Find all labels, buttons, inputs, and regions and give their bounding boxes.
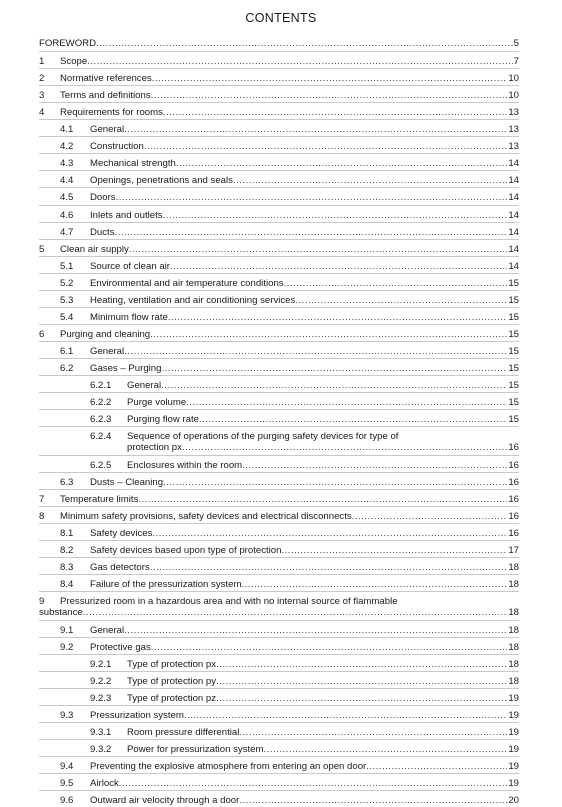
- toc-entry[interactable]: [39, 557, 519, 574]
- toc-entry-number: 6.3: [60, 476, 74, 488]
- dot-leader: [366, 761, 507, 772]
- toc-entry-title: Clean air supply: [60, 243, 129, 255]
- toc-entry[interactable]: [39, 222, 519, 239]
- toc-entry[interactable]: [39, 489, 519, 506]
- toc-entry-page: 14: [508, 209, 519, 221]
- dot-leader: [170, 261, 507, 272]
- dot-leader: [124, 124, 507, 135]
- toc-entry[interactable]: [39, 324, 519, 341]
- toc-entry[interactable]: [39, 290, 519, 307]
- toc-entry[interactable]: [39, 153, 519, 170]
- toc-entry-number: 9.2.3: [90, 692, 112, 704]
- dot-leader: [163, 477, 507, 488]
- dot-leader: [168, 312, 507, 323]
- toc-entry-number: 9.6: [60, 795, 74, 807]
- toc-entry-body: [90, 795, 519, 806]
- toc-entry-body: [127, 676, 519, 687]
- toc-entry-title: Safety devices: [90, 527, 153, 539]
- toc-entry-title: Terms and definitions: [60, 90, 151, 102]
- toc-entry-title: Safety devices based upon type of protection: [90, 544, 282, 556]
- toc-entry-title: FOREWORD: [39, 38, 97, 49]
- toc-entry-body: [90, 312, 519, 323]
- dot-leader: [116, 192, 508, 203]
- dot-leader: [161, 363, 507, 374]
- toc-entry[interactable]: [39, 722, 519, 739]
- toc-entry-number: 6.1: [60, 345, 74, 357]
- toc-entry-title: substance: [39, 607, 83, 619]
- toc-entry[interactable]: [39, 170, 519, 187]
- toc-entry-page: 7: [513, 56, 519, 68]
- dot-leader: [124, 625, 507, 636]
- toc-entry-title: Preventing the explosive atmosphere from entering an open door: [90, 760, 367, 772]
- toc-entry-title: Type of protection pz: [127, 692, 217, 704]
- toc-entry-title: Dusts – Cleaning: [90, 476, 164, 488]
- toc-entry[interactable]: [39, 637, 519, 654]
- dot-leader: [144, 141, 507, 152]
- toc-entry-title: Inlets and outlets: [90, 209, 163, 221]
- toc-entry-body: [90, 778, 519, 789]
- page-title: CONTENTS: [245, 11, 317, 25]
- toc-entry-title: Normative references: [60, 73, 152, 85]
- toc-entry-page: 18: [508, 624, 519, 636]
- toc-entry[interactable]: [39, 409, 519, 426]
- toc-entry-page: 14: [508, 175, 519, 187]
- toc-entry-page: 16: [508, 493, 519, 505]
- toc-entry-body: [90, 261, 519, 272]
- dot-leader: [186, 397, 507, 408]
- toc-entry-title: Source of clean air: [90, 260, 170, 272]
- toc-entry-body: [127, 659, 519, 670]
- toc-entry-page: 16: [508, 527, 519, 539]
- toc-entry-body: [127, 397, 519, 408]
- dot-leader: [352, 511, 508, 522]
- toc-entry-title: Requirements for rooms: [60, 107, 163, 119]
- toc-entry-body: [90, 562, 519, 573]
- toc-entry-number: 4.7: [60, 226, 74, 238]
- toc-entry[interactable]: [39, 455, 519, 472]
- toc-entry-title: Enclosures within the room: [127, 459, 243, 471]
- dot-leader: [151, 90, 508, 101]
- toc-entry[interactable]: [39, 102, 519, 119]
- toc-entry-number: 6.2.1: [90, 380, 112, 391]
- dot-leader: [184, 710, 507, 721]
- toc-entry-page: 15: [508, 328, 519, 340]
- toc-entry-number: 9.2.1: [90, 658, 112, 670]
- toc-entry[interactable]: [39, 205, 519, 222]
- toc-entry-title: Type of protection px: [127, 658, 217, 670]
- toc-entry-body: [90, 545, 519, 556]
- toc-entry-body: [90, 363, 519, 374]
- toc-entry-body: [60, 107, 519, 118]
- toc-entry-body: [127, 414, 519, 425]
- dot-leader: [216, 659, 507, 670]
- toc-entry-body: [90, 710, 519, 721]
- toc-entry-body: [60, 244, 519, 255]
- toc-entry-page: 18: [508, 641, 519, 653]
- toc-entry[interactable]: [39, 426, 519, 455]
- toc-entry-body: [90, 295, 519, 306]
- toc-entry-page: 15: [508, 311, 519, 323]
- toc-entry-number: 4.5: [60, 192, 74, 204]
- toc-entry-page: 14: [508, 158, 519, 170]
- toc-entry-number: 6.2.5: [90, 459, 112, 471]
- toc-entry-number: 9.5: [60, 778, 74, 789]
- toc-entry[interactable]: [39, 705, 519, 722]
- toc-entry-title: Protective gas: [90, 641, 151, 653]
- dot-leader: [163, 107, 507, 118]
- dot-leader: [295, 295, 507, 306]
- toc-entry-number: 5: [39, 243, 45, 255]
- toc-entry-body: [127, 460, 519, 471]
- toc-entry-page: 5: [513, 38, 519, 49]
- toc-entry-page: 16: [508, 510, 519, 522]
- toc-entry-page: 18: [508, 561, 519, 573]
- toc-entry-page: 15: [508, 277, 519, 289]
- toc-entry-number: 9.3.1: [90, 726, 112, 738]
- dot-leader: [239, 727, 507, 738]
- toc-entry-body: [90, 175, 519, 186]
- toc-entry-title-line1: Sequence of operations of the purging safety devices for type of: [127, 431, 399, 443]
- toc-entry-title: Room pressure differential: [127, 726, 240, 738]
- dot-leader: [233, 175, 507, 186]
- dot-leader: [150, 329, 507, 340]
- toc-entry-title: Pressurization system: [90, 709, 184, 721]
- toc-entry[interactable]: [39, 540, 519, 557]
- toc-entry-number: 9.2.2: [90, 675, 112, 687]
- dot-leader: [216, 676, 507, 687]
- toc-entry-page: 15: [508, 380, 519, 391]
- toc-entry[interactable]: [39, 392, 519, 409]
- toc-entry-body: [127, 744, 519, 755]
- toc-entry[interactable]: [39, 739, 519, 756]
- toc-entry-number: 6.2: [60, 362, 74, 374]
- toc-entry-title: General: [127, 380, 162, 391]
- toc-entry-page: 18: [508, 675, 519, 687]
- toc-entry-body: [90, 528, 519, 539]
- dot-leader: [182, 442, 507, 453]
- toc-entry[interactable]: [39, 375, 519, 392]
- toc-entry-number: 9.4: [60, 760, 74, 772]
- toc-entry-title: Type of protection py: [127, 675, 217, 687]
- dot-leader: [115, 227, 508, 238]
- toc-entry[interactable]: [39, 256, 519, 273]
- dot-leader: [87, 56, 512, 67]
- toc-entry-title: General: [90, 124, 125, 136]
- toc-entry-page: 13: [508, 141, 519, 153]
- toc-entry[interactable]: [39, 273, 519, 290]
- toc-entry-title: Minimum safety provisions, safety devices and electrical disconnects: [60, 510, 352, 522]
- toc-entry[interactable]: [39, 85, 519, 102]
- toc-entry-title: Power for pressurization system: [127, 743, 264, 755]
- dot-leader: [199, 414, 507, 425]
- dot-leader: [129, 244, 508, 255]
- toc-entry-number: 6.2.4: [90, 431, 112, 443]
- dot-leader: [150, 562, 508, 573]
- toc-entry-number: 7: [39, 493, 45, 505]
- toc-entry-body: [60, 511, 519, 522]
- dot-leader: [264, 744, 508, 755]
- toc-entry-number: 8.4: [60, 579, 74, 590]
- toc-entry-page: 15: [508, 294, 519, 306]
- toc-entry-body: [127, 431, 519, 453]
- toc-entry-number: 5.4: [60, 311, 74, 323]
- toc-entry-title: Construction: [90, 141, 144, 153]
- toc-entry-number: 8.1: [60, 527, 74, 539]
- toc-entry-page: 19: [508, 692, 519, 704]
- toc-entry-page: 14: [508, 260, 519, 272]
- toc-entry-body: [90, 761, 519, 772]
- toc-entry-page: 17: [508, 544, 519, 556]
- toc-entry-body: [90, 642, 519, 653]
- toc-entry-body: [127, 380, 519, 391]
- toc-entry[interactable]: [39, 341, 519, 358]
- toc-entry-page: 13: [508, 124, 519, 136]
- dot-leader: [242, 460, 507, 471]
- toc-entry-number: 6: [39, 328, 45, 340]
- toc-entry-number: 8.3: [60, 561, 74, 573]
- toc-entry[interactable]: [39, 239, 519, 256]
- toc-entry-title: Temperature limits: [60, 493, 139, 505]
- toc-entry-page: 19: [508, 709, 519, 721]
- toc-entry-number: 5.3: [60, 294, 74, 306]
- dot-leader: [151, 642, 508, 653]
- toc-entry-title: Purging flow rate: [127, 414, 199, 426]
- toc-entry[interactable]: [39, 34, 519, 51]
- toc-entry[interactable]: [39, 574, 519, 591]
- toc-entry-title: Minimum flow rate: [90, 311, 168, 323]
- toc-entry-number: 2: [39, 73, 45, 85]
- dot-leader: [284, 278, 508, 289]
- toc-entry-number: 6.2.3: [90, 414, 112, 426]
- toc-entry-number: 4.6: [60, 209, 74, 221]
- toc-entry-title-line1: Pressurized room in a hazardous area and with no internal source of flammable: [60, 596, 398, 608]
- toc-entry-title: Failure of the pressurization system: [90, 579, 242, 590]
- toc-entry-body: [90, 192, 519, 203]
- toc-entry-title: protection px: [127, 442, 182, 454]
- toc-entry[interactable]: [39, 620, 519, 637]
- toc-entry[interactable]: [39, 506, 519, 523]
- toc-entry[interactable]: [39, 136, 519, 153]
- toc-entry-title: Purge volume: [127, 397, 187, 409]
- toc-entry[interactable]: [39, 688, 519, 705]
- toc-entry-page: 10: [508, 73, 519, 85]
- dot-leader: [281, 545, 507, 556]
- toc-entry[interactable]: [39, 790, 519, 807]
- toc-entry-title: Mechanical strength: [90, 158, 176, 170]
- toc-entry[interactable]: [39, 358, 519, 375]
- toc-entry-page: 15: [508, 397, 519, 409]
- toc-entry-body: [60, 329, 519, 340]
- toc-entry-page: 18: [508, 658, 519, 670]
- toc-entry-title: General: [90, 624, 125, 636]
- dot-leader: [163, 210, 508, 221]
- dot-leader: [216, 693, 507, 704]
- toc-entry-number: 4: [39, 107, 45, 119]
- toc-entry-body: [90, 124, 519, 135]
- toc-entry-body: [60, 90, 519, 101]
- toc-entry[interactable]: [39, 68, 519, 85]
- toc-entry[interactable]: [39, 51, 519, 68]
- dot-leader: [124, 346, 507, 357]
- toc-entry-number: 9.3: [60, 709, 74, 721]
- toc-entry-title: Outward air velocity through a door: [90, 795, 240, 807]
- toc-entry-page: 19: [508, 778, 519, 789]
- toc-entry-number: 6.2.2: [90, 397, 112, 409]
- toc-entry-number: 1: [39, 56, 45, 68]
- toc-entry-title: Openings, penetrations and seals: [90, 175, 233, 187]
- toc-entry[interactable]: [39, 591, 519, 620]
- toc-entry-number: 4.3: [60, 158, 74, 170]
- toc-entry-body: [90, 227, 519, 238]
- toc-entry-page: 14: [508, 243, 519, 255]
- toc-entry-number: 5.2: [60, 277, 74, 289]
- dot-leader: [152, 528, 507, 539]
- dot-leader: [119, 778, 508, 789]
- toc-entry[interactable]: [39, 773, 519, 790]
- toc-entry-page: 16: [508, 476, 519, 488]
- toc-entry-number: 4.2: [60, 141, 74, 153]
- dot-leader: [83, 607, 508, 618]
- toc-entry-number: 9: [39, 596, 45, 608]
- toc-entry-title: Ducts: [90, 226, 115, 238]
- toc-entry-page: 19: [508, 760, 519, 772]
- toc-entry-number: 4.4: [60, 175, 74, 187]
- dot-leader: [241, 579, 507, 590]
- toc-entry-body: [90, 210, 519, 221]
- toc-entry-body: [60, 494, 519, 505]
- dot-leader: [161, 380, 507, 391]
- toc-entry[interactable]: [39, 671, 519, 688]
- toc-entry-title: Scope: [60, 56, 88, 68]
- toc-entry-body: [90, 158, 519, 169]
- toc-entry-body: [39, 596, 519, 619]
- dot-leader: [96, 38, 513, 49]
- toc-entry-number: 9.3.2: [90, 743, 112, 755]
- toc-entry-page: 18: [508, 579, 519, 590]
- toc-entry-page: 16: [508, 459, 519, 471]
- toc-entry-body: [90, 625, 519, 636]
- toc-entry-title: General: [90, 345, 125, 357]
- dot-leader: [138, 494, 507, 505]
- toc-entry-title: Gas detectors: [90, 561, 150, 573]
- toc-entry-title: Heating, ventilation and air conditioning services: [90, 294, 296, 306]
- toc-entry-page: 18: [508, 607, 519, 619]
- toc-entry-page: 16: [508, 442, 519, 454]
- toc-entry[interactable]: [39, 307, 519, 324]
- dot-leader: [152, 73, 508, 84]
- toc-entry[interactable]: [39, 187, 519, 204]
- toc-entry-body: [90, 579, 519, 590]
- toc-entry-page: 14: [508, 226, 519, 238]
- toc-entry-title: Environmental and air temperature conditions: [90, 277, 284, 289]
- dot-leader: [176, 158, 507, 169]
- toc-entry-number: 8: [39, 510, 45, 522]
- toc-entry-body: [90, 346, 519, 357]
- toc-entry-page: 10: [508, 90, 519, 102]
- toc-entry-number: 9.2: [60, 641, 74, 653]
- toc-entry-title: Airlock: [90, 778, 119, 789]
- toc-entry-number: 3: [39, 90, 45, 102]
- toc-entry-number: 9.1: [60, 624, 74, 636]
- toc-entry-body: [90, 141, 519, 152]
- toc-entry-body: [60, 56, 519, 67]
- toc-entry-page: 19: [508, 726, 519, 738]
- toc-entry-number: 4.1: [60, 124, 74, 136]
- toc-entry-page: 15: [508, 345, 519, 357]
- toc-entry-body: [60, 73, 519, 84]
- toc-entry-body: [39, 38, 519, 49]
- toc-entry-page: 20: [508, 795, 519, 807]
- toc-entry-number: 5.1: [60, 260, 74, 272]
- toc-entry-title: Gases – Purging: [90, 362, 162, 374]
- toc-entry-page: 15: [508, 362, 519, 374]
- toc-entry[interactable]: [39, 119, 519, 136]
- toc-entry-body: [127, 727, 519, 738]
- toc-entry-page: 14: [508, 192, 519, 204]
- toc-entry-page: 19: [508, 743, 519, 755]
- toc-entry-body: [90, 278, 519, 289]
- toc-entry[interactable]: [39, 654, 519, 671]
- toc-entry[interactable]: [39, 523, 519, 540]
- toc-entry-page: 13: [508, 107, 519, 119]
- toc-entry-body: [127, 693, 519, 704]
- toc-entry[interactable]: [39, 756, 519, 773]
- toc-entry-number: 8.2: [60, 544, 74, 556]
- toc-entry[interactable]: [39, 472, 519, 489]
- toc-entry-title: Purging and cleaning: [60, 328, 151, 340]
- toc-entry-title: Doors: [90, 192, 116, 204]
- toc-entry-body: [90, 477, 519, 488]
- dot-leader: [239, 795, 507, 806]
- toc-entry-page: 15: [508, 414, 519, 426]
